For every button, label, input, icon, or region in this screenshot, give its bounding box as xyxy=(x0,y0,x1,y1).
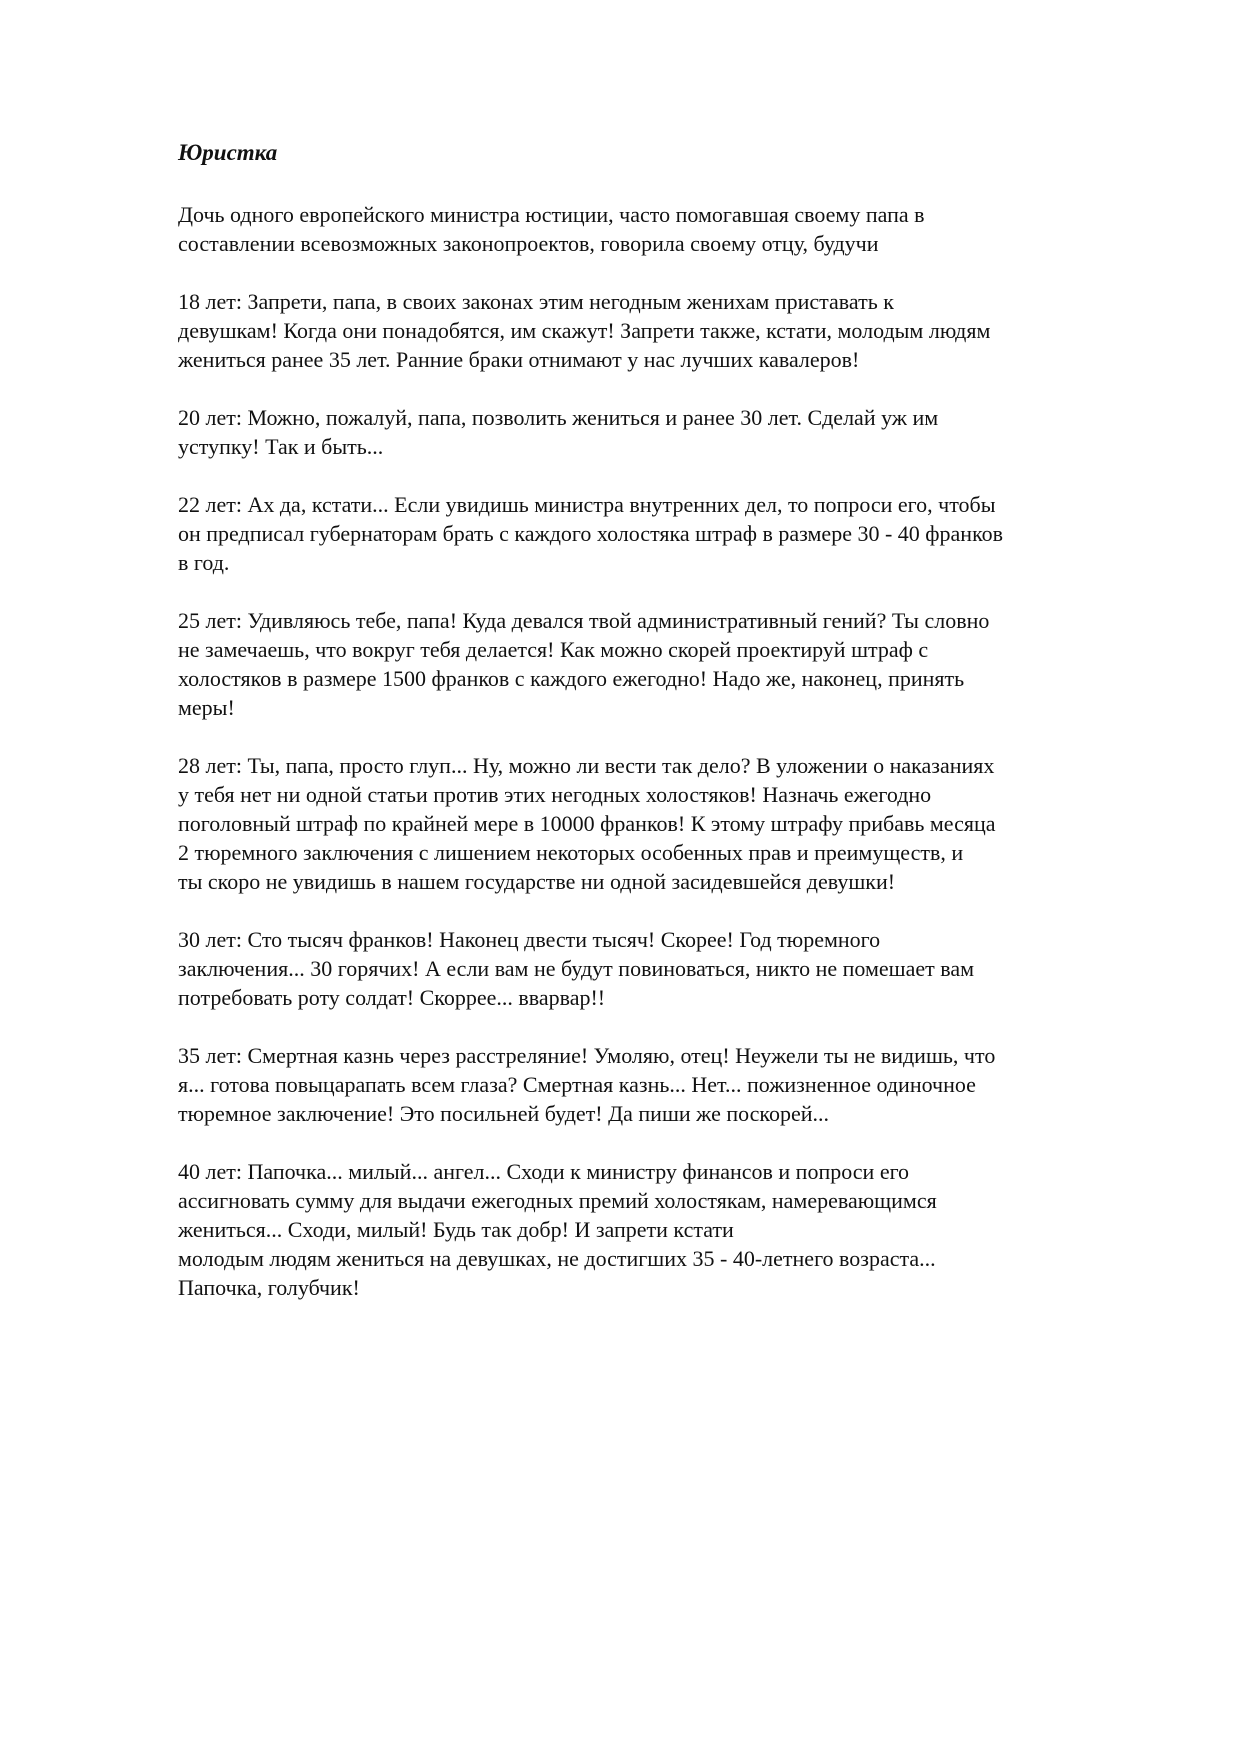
text-line: 35 лет: Смертная казнь через расстреляние! Умоляю, отец! Неужели ты не видишь, что xyxy=(178,1043,996,1068)
text-line: заключения... 30 горячих! А если вам не будут повиноваться, никто не помешает вам xyxy=(178,956,975,981)
document-title: Юристка xyxy=(178,140,278,165)
text-line: тюремное заключение! Это посильней будет! Да пиши же поскорей... xyxy=(178,1101,830,1126)
text-line: меры! xyxy=(178,695,235,720)
document-page xyxy=(178,138,1178,1331)
text-line: он предписал губернаторам брать с каждого холостяка штраф в размере 30 - 40 франков xyxy=(178,521,1004,546)
text-line: девушкам! Когда они понадобятся, им скажут! Запрети также, кстати, молодым людям xyxy=(178,318,991,343)
text-line: поголовный штраф по крайней мере в 10000 франков! К этому штрафу прибавь месяца xyxy=(178,811,996,836)
text-line: не замечаешь, что вокруг тебя делается! Как можно скорей проектируй штраф с xyxy=(178,637,929,662)
text-line: 25 лет: Удивляюсь тебе, папа! Куда девался твой административный гений? Ты словно xyxy=(178,608,990,633)
text-line: Дочь одного европейского министра юстиции, часто помогавшая своему папа в xyxy=(178,202,925,227)
text-line: жениться... Сходи, милый! Будь так добр! И запрети кстати xyxy=(178,1217,734,1242)
paragraph xyxy=(178,403,1178,461)
text-line: 20 лет: Можно, пожалуй, папа, позволить жениться и ранее 30 лет. Сделай уж им xyxy=(178,405,939,430)
text-line: ассигновать сумму для выдачи ежегодных премий холостякам, намеревающимся xyxy=(178,1188,937,1213)
text-line: уступку! Так и быть... xyxy=(178,434,384,459)
text-line: 18 лет: Запрети, папа, в своих законах этим негодным женихам приставать к xyxy=(178,289,894,314)
paragraph xyxy=(178,1041,1178,1128)
text-line: ты скоро не увидишь в нашем государстве ни одной засидевшейся девушки! xyxy=(178,869,896,894)
paragraph xyxy=(178,751,1178,896)
paragraph xyxy=(178,925,1178,1012)
text-line: 40 лет: Папочка... милый... ангел... Сходи к министру финансов и попроси его xyxy=(178,1159,910,1184)
text-line: составлении всевозможных законопроектов, говорила своему отцу, будучи xyxy=(178,231,879,256)
text-line: 28 лет: Ты, папа, просто глуп... Ну, можно ли вести так дело? В уложении о наказаниях xyxy=(178,753,995,778)
paragraph xyxy=(178,606,1178,722)
paragraph xyxy=(178,200,1178,258)
text-line: молодым людям жениться на девушках, не достигших 35 - 40-летнего возраста... xyxy=(178,1246,936,1271)
document-body xyxy=(178,200,1178,1302)
text-line: в год. xyxy=(178,550,230,575)
text-line: у тебя нет ни одной статьи против этих негодных холостяков! Назначь ежегодно xyxy=(178,782,932,807)
paragraph xyxy=(178,1157,1178,1302)
paragraph xyxy=(178,490,1178,577)
text-line: 22 лет: Ах да, кстати... Если увидишь министра внутренних дел, то попроси его, чтобы xyxy=(178,492,996,517)
text-line: Папочка, голубчик! xyxy=(178,1275,360,1300)
paragraph xyxy=(178,287,1178,374)
text-line: холостяков в размере 1500 франков с каждого ежегодно! Надо же, наконец, принять xyxy=(178,666,965,691)
text-line: жениться ранее 35 лет. Ранние браки отнимают у нас лучших кавалеров! xyxy=(178,347,860,372)
text-line: 30 лет: Сто тысяч франков! Наконец двести тысяч! Скорее! Год тюремного xyxy=(178,927,881,952)
text-line: я... готова повыцарапать всем глаза? Смертная казнь... Нет... пожизненное одиночное xyxy=(178,1072,976,1097)
text-line: 2 тюремного заключения с лишением некоторых особенных прав и преимуществ, и xyxy=(178,840,964,865)
text-line: потребовать роту солдат! Скоррее... вварвар!! xyxy=(178,985,606,1010)
